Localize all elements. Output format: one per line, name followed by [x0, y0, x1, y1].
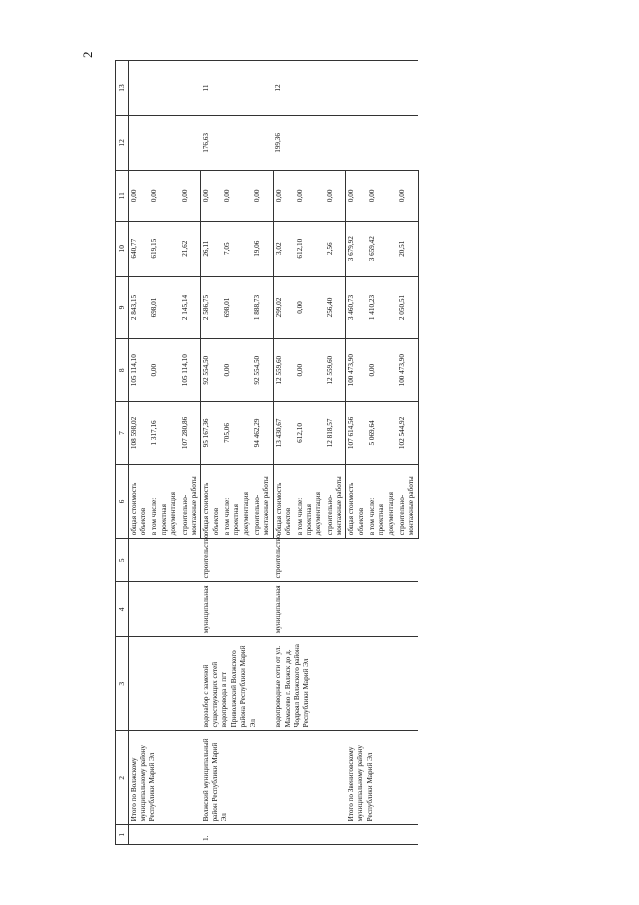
- value-col12: 199,36: [273, 115, 346, 170]
- column-number: 9: [116, 276, 129, 339]
- value-col11: 0,00: [273, 170, 294, 221]
- value-col7: 102 544,92: [397, 402, 418, 465]
- value-col12: 176,63: [201, 115, 274, 170]
- page-number: 2: [80, 51, 95, 58]
- value-col11: 0,00: [325, 170, 346, 221]
- work-type: строительство: [273, 539, 346, 582]
- value-col11: 0,00: [295, 170, 325, 221]
- cost-label: строительно-монтажные работы: [325, 464, 346, 538]
- value-col8: 92 554,50: [252, 339, 273, 402]
- value-col9: 3 460,73: [346, 276, 367, 339]
- investment-table: [115, 60, 419, 845]
- table-row: [346, 61, 367, 845]
- table-row: [201, 61, 222, 845]
- column-number-row: [116, 61, 129, 845]
- value-col11: 0,00: [128, 170, 149, 221]
- column-number: 13: [116, 61, 129, 116]
- value-col8: 12 559,60: [273, 339, 294, 402]
- value-col8: 0,00: [367, 339, 397, 402]
- cost-label: общая стоимость объектов: [346, 464, 367, 538]
- cost-label: в том числе: проектная документация: [295, 464, 325, 538]
- value-col11: 0,00: [367, 170, 397, 221]
- object-name: [346, 637, 419, 731]
- value-col10: 19,06: [252, 221, 273, 276]
- value-col9: 256,40: [325, 276, 346, 339]
- value-col10: 21,62: [180, 221, 201, 276]
- value-col8: 105 114,10: [128, 339, 149, 402]
- cost-label: в том числе: проектная документация: [149, 464, 179, 538]
- territory-name: Итого по Звениговскому муниципальному району Республики Марий Эл: [346, 731, 419, 825]
- value-col13: 12: [273, 61, 346, 116]
- row-number: [128, 825, 201, 845]
- value-col11: 0,00: [201, 170, 222, 221]
- cost-label: общая стоимость объектов: [128, 464, 149, 538]
- value-col7: 705,06: [222, 402, 252, 465]
- territory-name: [273, 731, 346, 825]
- value-col9: 1 888,73: [252, 276, 273, 339]
- value-col11: 0,00: [252, 170, 273, 221]
- cost-label: строительно-монтажные работы: [252, 464, 273, 538]
- cost-label: общая стоимость объектов: [273, 464, 294, 538]
- value-col9: 2 586,75: [201, 276, 222, 339]
- value-col9: 299,02: [273, 276, 294, 339]
- value-col9: 698,01: [149, 276, 179, 339]
- value-col13: [346, 61, 419, 116]
- cost-label: общая стоимость объектов: [201, 464, 222, 538]
- value-col7: 612,10: [295, 402, 325, 465]
- value-col11: 0,00: [180, 170, 201, 221]
- value-col7: 94 462,29: [252, 402, 273, 465]
- work-type: [128, 539, 201, 582]
- value-col10: 3 659,42: [367, 221, 397, 276]
- value-col7: 12 818,57: [325, 402, 346, 465]
- value-col10: 2,56: [325, 221, 346, 276]
- value-col10: 26,11: [201, 221, 222, 276]
- rotated-table-page: [115, 60, 560, 845]
- column-number: 11: [116, 170, 129, 221]
- territory-name: Итого по Волжскому муниципальному району Республики Марий Эл: [128, 731, 201, 825]
- value-col10: 619,15: [149, 221, 179, 276]
- value-col7: 107 280,86: [180, 402, 201, 465]
- value-col7: 13 430,67: [273, 402, 294, 465]
- row-number: [273, 825, 346, 845]
- value-col10: 3 679,92: [346, 221, 367, 276]
- value-col8: 105 114,10: [180, 339, 201, 402]
- table-row: [128, 61, 149, 845]
- value-col7: 1 317,16: [149, 402, 179, 465]
- column-number: 7: [116, 402, 129, 465]
- value-col7: 107 614,56: [346, 402, 367, 465]
- object-name: водопроводные сети от ул. Мамасево г. Волжск до д. Чодраял Волжского района Республики Марий Эл: [273, 637, 346, 731]
- value-col10: 612,10: [295, 221, 325, 276]
- cost-label: в том числе: проектная документация: [367, 464, 397, 538]
- value-col9: 698,01: [222, 276, 252, 339]
- column-number: 5: [116, 539, 129, 582]
- value-col9: 2 050,51: [397, 276, 418, 339]
- row-number: 1.: [201, 825, 274, 845]
- cost-label: строительно-монтажные работы: [180, 464, 201, 538]
- value-col8: 100 473,90: [397, 339, 418, 402]
- value-col11: 0,00: [222, 170, 252, 221]
- value-col9: 1 410,23: [367, 276, 397, 339]
- value-col7: 108 598,02: [128, 402, 149, 465]
- ownership-form: [346, 582, 419, 637]
- value-col8: 12 559,60: [325, 339, 346, 402]
- value-col9: 2 843,15: [128, 276, 149, 339]
- value-col8: 0,00: [295, 339, 325, 402]
- value-col11: 0,00: [346, 170, 367, 221]
- territory-name: Волжский муниципальный район Республики Марий Эл: [201, 731, 274, 825]
- work-type: [346, 539, 419, 582]
- value-col8: 0,00: [222, 339, 252, 402]
- value-col13: [128, 61, 201, 116]
- ownership-form: [128, 582, 201, 637]
- column-number: 1: [116, 825, 129, 845]
- value-col7: 5 069,64: [367, 402, 397, 465]
- value-col7: 95 167,36: [201, 402, 222, 465]
- value-col12: [346, 115, 419, 170]
- value-col8: 0,00: [149, 339, 179, 402]
- cost-label: строительно-монтажные работы: [397, 464, 418, 538]
- column-number: 10: [116, 221, 129, 276]
- column-number: 4: [116, 582, 129, 637]
- object-name: [128, 637, 201, 731]
- value-col13: 11: [201, 61, 274, 116]
- column-number: 8: [116, 339, 129, 402]
- value-col11: 0,00: [397, 170, 418, 221]
- column-number: 2: [116, 731, 129, 825]
- value-col8: 100 473,90: [346, 339, 367, 402]
- value-col10: 7,05: [222, 221, 252, 276]
- column-number: 3: [116, 637, 129, 731]
- table-row: [273, 61, 294, 845]
- value-col11: 0,00: [149, 170, 179, 221]
- value-col9: 0,00: [295, 276, 325, 339]
- value-col8: 92 554,50: [201, 339, 222, 402]
- value-col12: [128, 115, 201, 170]
- column-number: 6: [116, 464, 129, 538]
- cost-label: в том числе: проектная документация: [222, 464, 252, 538]
- object-name: водозабор с заменой существующих сетей водопровода в пгт Приволжский Волжского района Республики Марий Эл: [201, 637, 274, 731]
- column-number: 12: [116, 115, 129, 170]
- work-type: строительство: [201, 539, 274, 582]
- value-col10: 3,02: [273, 221, 294, 276]
- row-number: [346, 825, 419, 845]
- value-col10: 640,77: [128, 221, 149, 276]
- value-col10: 20,51: [397, 221, 418, 276]
- ownership-form: муниципальная: [273, 582, 346, 637]
- value-col9: 2 145,14: [180, 276, 201, 339]
- ownership-form: муниципальная: [201, 582, 274, 637]
